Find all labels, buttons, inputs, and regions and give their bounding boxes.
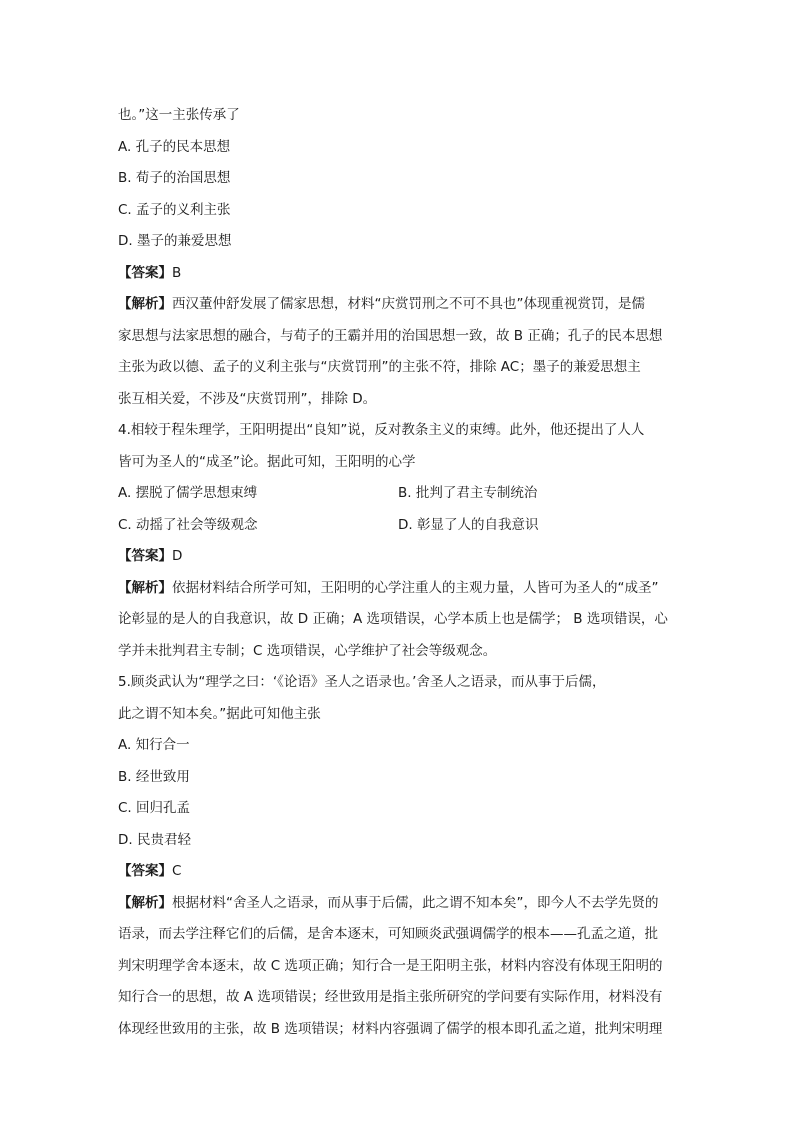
q5-option-c: C. 回归孔孟 (118, 800, 191, 816)
q3-answer (118, 258, 678, 290)
q4-analysis-line (118, 573, 678, 605)
q5-stem-line: 5.顾炎武认为“理学之曰：‘《论语》圣人之语录也。’舍圣人之语录，而从事于后儒， (118, 674, 606, 690)
q5-stem-line: 此之谓不知本矣。”据此可知他主张 (118, 705, 321, 722)
q4-option-c: C. 动摇了社会等级观念 (118, 516, 258, 533)
answer-value: B (172, 264, 182, 281)
answer-tag: 【答案】 (118, 863, 172, 879)
q5-option-d: D. 民贵君轻 (118, 831, 191, 848)
q3-analysis-line: 张互相关爱，不涉及“庆赏罚刑”，排除 D。 (118, 390, 377, 407)
answer-value: D (172, 548, 183, 564)
q4-stem-line: 皆可为圣人的“成圣”论。据此可知，王阳明的心学 (118, 453, 416, 470)
q3-option-d: D. 墨子的兼爱思想 (118, 233, 232, 249)
analysis-tag: 【解析】 (118, 296, 172, 312)
q5-analysis-line: 知行合一的思想，故 A 选项错误；经世致用是指主张所研究的学问要有实际作用，材料没有 (118, 989, 663, 1005)
answer-tag: 【答案】 (118, 548, 172, 564)
q5-analysis-line (118, 888, 678, 920)
analysis-text: 依据材料结合所学可知，王阳明的心学注重人的主观力量，人皆可为圣人的“成圣” (172, 579, 659, 596)
q4-stem-line: 4.相较于程朱理学，王阳明提出“良知”说，反对教条主义的束缚。此外，他还提出了人人 (118, 422, 645, 438)
q4-option-d: D. 彰显了人的自我意识 (398, 516, 539, 533)
answer-value: C (172, 863, 182, 879)
q4-answer (118, 541, 678, 573)
q3-option-a: A. 孔子的民本思想 (118, 138, 231, 155)
q3-stem-tail: 也。”这一主张传承了 (118, 107, 240, 123)
q4-analysis-line: 论彰显的是人的自我意识，故 D 正确；A 选项错误，心学本质上也是儒学； B 选项错误，心 (118, 611, 668, 627)
q5-option-a: A. 知行合一 (118, 737, 190, 753)
q5-analysis-line: 判宋明理学舍本逐末，故 C 选项正确；知行合一是王阳明主张，材料内容没有体现王阳明的 (118, 957, 663, 974)
analysis-tag: 【解析】 (118, 894, 172, 911)
analysis-tag: 【解析】 (118, 579, 172, 596)
q4-option-a: A. 摆脱了儒学思想束缚 (118, 485, 258, 501)
q3-option-b: B. 荀子的治国思想 (118, 170, 231, 186)
q4-option-b: B. 批判了君主专制统治 (398, 485, 538, 501)
q3-analysis-line: 主张为政以德、孟子的义利主张与“庆赏罚刑”的主张不符，排除 AC；墨子的兼爱思想主 (118, 359, 641, 375)
q5-analysis-line: 体现经世致用的主张，故 B 选项错误；材料内容强调了儒学的根本即孔孟之道，批判宋明理 (118, 1020, 663, 1037)
q3-analysis-line: 家思想与法家思想的融合，与荀子的王霸并用的治国思想一致，故 B 正确；孔子的民本思想 (118, 327, 663, 344)
document-content (118, 100, 678, 1045)
q4-analysis-line: 学并未批判君主专制；C 选项错误，心学维护了社会等级观念。 (118, 642, 497, 659)
q3-option-c: C. 孟子的义利主张 (118, 201, 231, 218)
analysis-text: 西汉董仲舒发展了儒家思想，材料“庆赏罚刑之不可不具也”体现重视赏罚，是儒 (172, 296, 645, 312)
q3-analysis-line (118, 289, 678, 321)
q5-analysis-line: 语录，而去学注释它们的后儒，是舍本逐末，可知顾炎武强调儒学的根本——孔孟之道，批 (118, 926, 658, 942)
q5-answer (118, 856, 678, 888)
q5-option-b: B. 经世致用 (118, 768, 190, 785)
q4-options-row (118, 510, 678, 542)
answer-tag: 【答案】 (118, 264, 172, 281)
analysis-text: 根据材料“舍圣人之语录，而从事于后儒，此之谓不知本矣”，即今人不去学先贤的 (172, 894, 659, 911)
q4-options-row (118, 478, 678, 510)
